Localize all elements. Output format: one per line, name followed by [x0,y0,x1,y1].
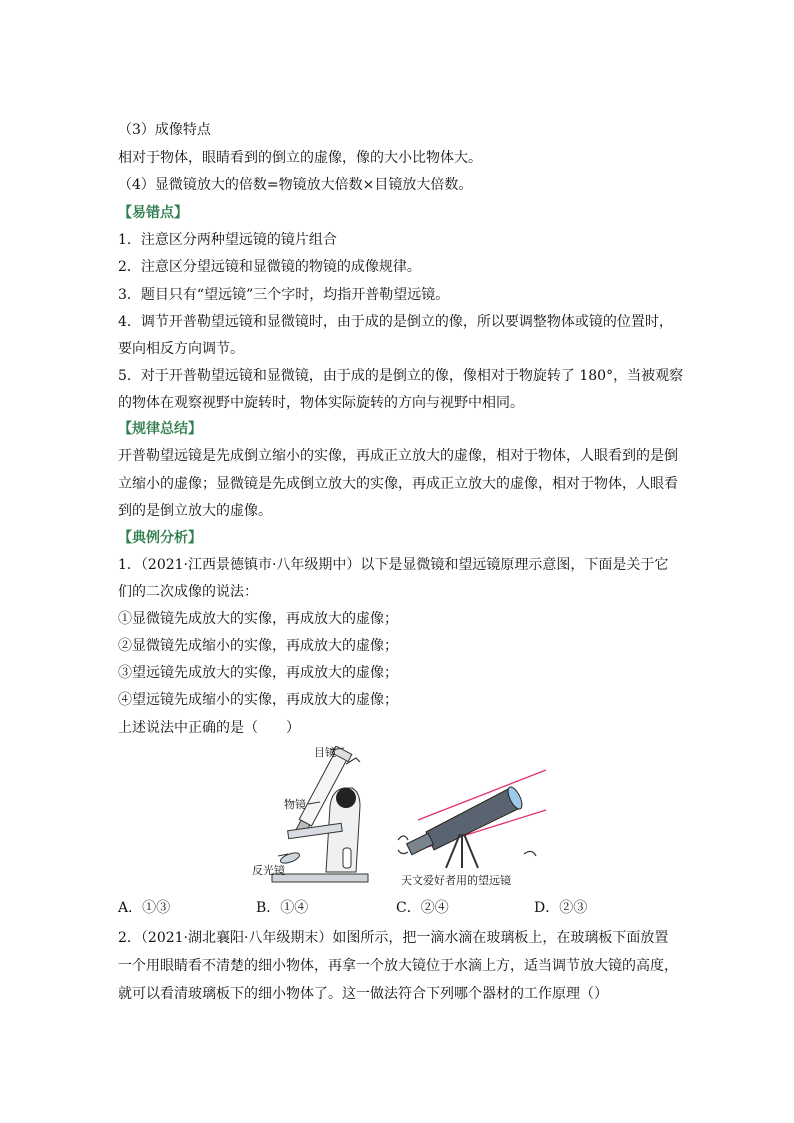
text-line: 到的是倒立放大的虚像。 [118,503,272,519]
text-line: 5．对于开普勒望远镜和显微镜，由于成的是倒立的像，像相对于物旋转了 180°，当被观察 [118,368,684,384]
section-heading: 【易错点】 [118,205,188,221]
statement-1: ①显微镜先成放大的实像，再成放大的虚像； [118,611,398,627]
text-line: 4．调节开普勒望远镜和显微镜时，由于成的是倒立的像，所以要调整物体或镜的位置时， [118,314,673,330]
objective-label: 物镜 [284,798,306,811]
eyepiece-label: 目镜 [314,746,336,759]
statement-4: ④望远镜先成缩小的实像，再成放大的虚像； [118,692,398,708]
statement-2: ②显微镜先成缩小的实像，再成放大的虚像； [118,638,398,654]
question-text: 1．（2021·江西景德镇市·八年级期中）以下是显微镜和望远镜原理示意图，下面是关于它 [118,557,669,573]
option-d[interactable]: D．②③ [534,900,588,916]
text-line: 要向相反方向调节。 [118,341,244,357]
option-a[interactable]: A．①③ [118,900,171,916]
text-line: 2．注意区分望远镜和显微镜的物镜的成像规律。 [118,259,421,275]
telescope-caption: 天文爱好者用的望远镜 [401,874,511,887]
section-heading: 【规律总结】 [118,421,202,437]
question-text: 一个用眼睛看不清楚的细小物体，再拿一个放大镜位于水滴上方，适当调节放大镜的高度， [118,958,678,974]
text-line: （4）显微镜放大的倍数=物镜放大倍数×目镜放大倍数。 [118,177,473,193]
question-prompt: 上述说法中正确的是（ ） [118,720,300,736]
text-line: 3．题目只有“望远镜”三个字时，均指开普勒望远镜。 [118,287,450,303]
text-line: 相对于物体，眼睛看到的倒立的虚像，像的大小比物体大。 [118,150,482,166]
question-text: 就可以看清玻璃板下的细小物体了。这一做法符合下列哪个器材的工作原理（） [118,986,608,1002]
text-line: 的物体在观察视野中旋转时，物体实际旋转的方向与视野中相同。 [118,395,524,411]
text-line: 1．注意区分两种望远镜的镜片组合 [118,232,337,248]
option-c[interactable]: C．②④ [396,900,449,916]
mirror-label: 反光镜 [252,864,285,877]
text-line: （3）成像特点 [118,122,211,138]
telescope-illustration [398,770,546,868]
text-line: 立缩小的虚像；显微镜是先成倒立放大的实像，再成正立放大的虚像，相对于物体，人眼看 [118,476,678,492]
text-line: 开普勒望远镜是先成倒立缩小的实像，再成正立放大的虚像，相对于物体，人眼看到的是倒 [118,448,678,464]
microscope-telescope-figure [248,746,548,896]
question-text: 2．（2021·湖北襄阳·八年级期末）如图所示，把一滴水滴在玻璃板上，在玻璃板下面放置 [118,930,669,946]
microscope-illustration [272,746,368,882]
section-heading: 【典例分析】 [118,530,202,546]
option-b[interactable]: B．①④ [256,900,309,916]
question-text: 们的二次成像的说法： [118,584,258,600]
statement-3: ③望远镜先成放大的实像，再成放大的虚像； [118,665,398,681]
